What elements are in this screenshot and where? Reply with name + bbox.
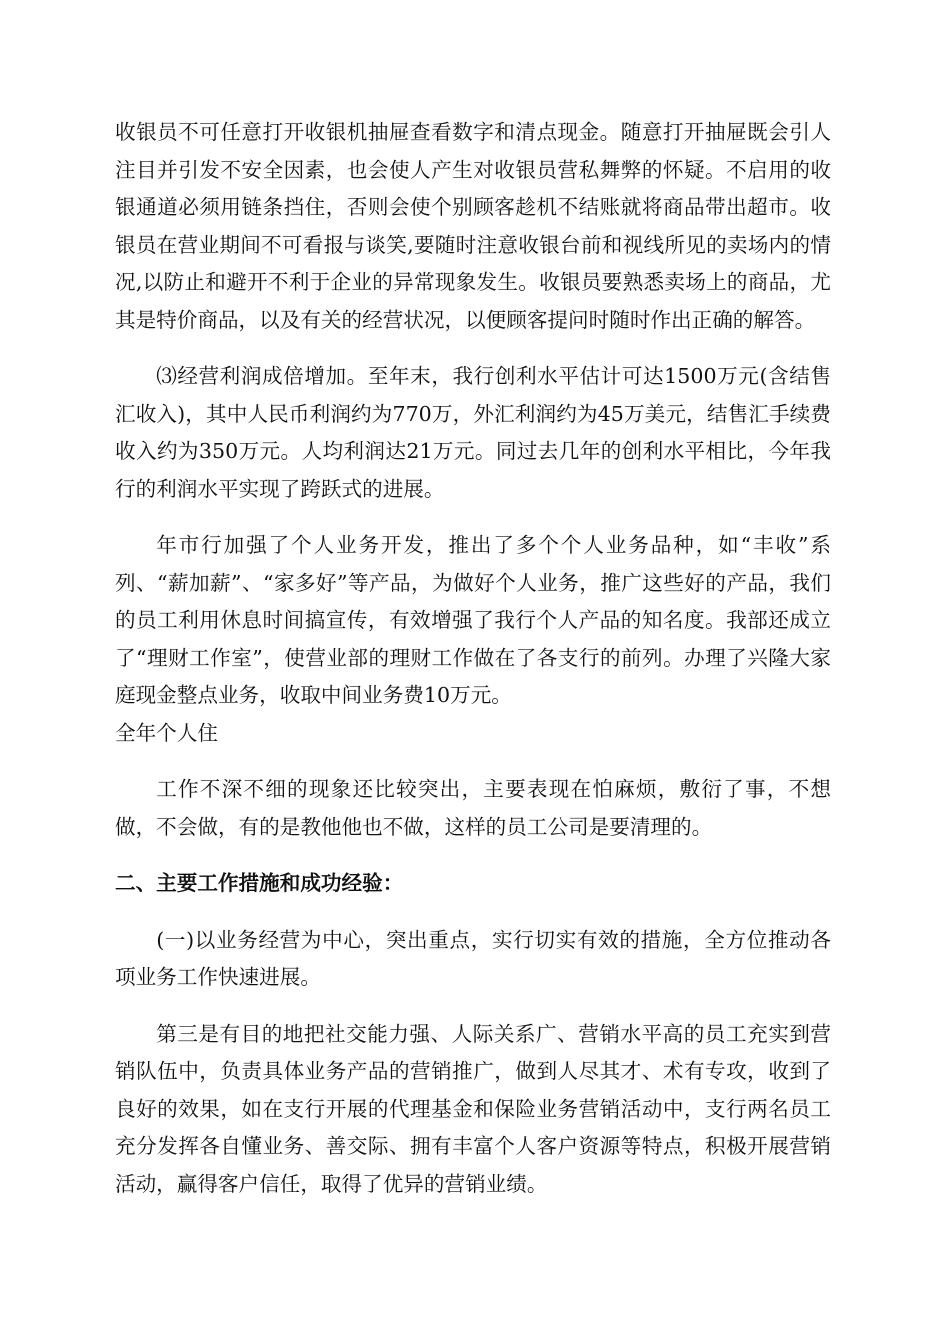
- paragraph-work-issues: 工作不深不细的现象还比较突出，主要表现在怕麻烦，敷衍了事，不想做，不会做，有的是教他他也不做，这样的员工公司是要清理的。: [115, 777, 831, 839]
- section-heading: 二、主要工作措施和成功经验：: [115, 871, 404, 895]
- paragraph-marketing-team: 第三是有目的地把社交能力强、人际关系广、营销水平高的员工充实到营销队伍中，负责具体业务产品的营销推广，做到人尽其才、术有专攻，收到了良好的效果，如在支行开展的代理基金和保险业务营销活动中，支行两名员工充分发挥各自懂业务、善交际、拥有丰富个人客户资源等特点，积极开展营销活动，赢得客户信任，取得了优异的营销业绩。: [115, 1021, 831, 1196]
- document-body: [115, 114, 831, 1203]
- paragraph-measure-one: (一)以业务经营为中心，突出重点，实行切实有效的措施，全方位推动各项业务工作快速进展。: [115, 927, 831, 989]
- paragraph-personal-business: 年市行加强了个人业务开发，推出了多个个人业务品种，如“丰收”系列、“薪加薪”、“家多好”等产品，为做好个人业务，推广这些好的产品，我们的员工利用休息时间搞宣传，有效增强了我行个人产品的知名度。我部还成立了“理财工作室”，使营业部的理财工作做在了各支行的前列。办理了兴隆大家庭现金整点业务，收取中间业务费10万元。: [115, 533, 831, 707]
- paragraph-cashier-rules: 收银员不可任意打开收银机抽屉查看数字和清点现金。随意打开抽屉既会引人注目并引发不安全因素，也会使人产生对收银员营私舞弊的怀疑。不启用的收银通道必须用链条挡住，否则会使个别顾客趁机不结账就将商品带出超市。收银员在营业期间不可看报与谈笑,要随时注意收银台前和视线所见的卖场内的情况,以防止和避开不利于企业的异常现象发生。收银员要熟悉卖场上的商品，尤其是特价商品，以及有关的经营状况，以便顾客提问时随时作出正确的解答。: [115, 120, 831, 332]
- paragraph-profit-growth: ⑶经营利润成倍增加。至年末，我行创利水平估计可达1500万元(含结售汇收入)，其中人民币利润约为770万，外汇利润约为45万美元，结售汇手续费收入约为350万元。人均利润达21万元。同过去几年的创利水平相比，今年我行的利润水平实现了跨跃式的进展。: [115, 364, 831, 501]
- paragraph-fragment: 全年个人住: [115, 720, 218, 745]
